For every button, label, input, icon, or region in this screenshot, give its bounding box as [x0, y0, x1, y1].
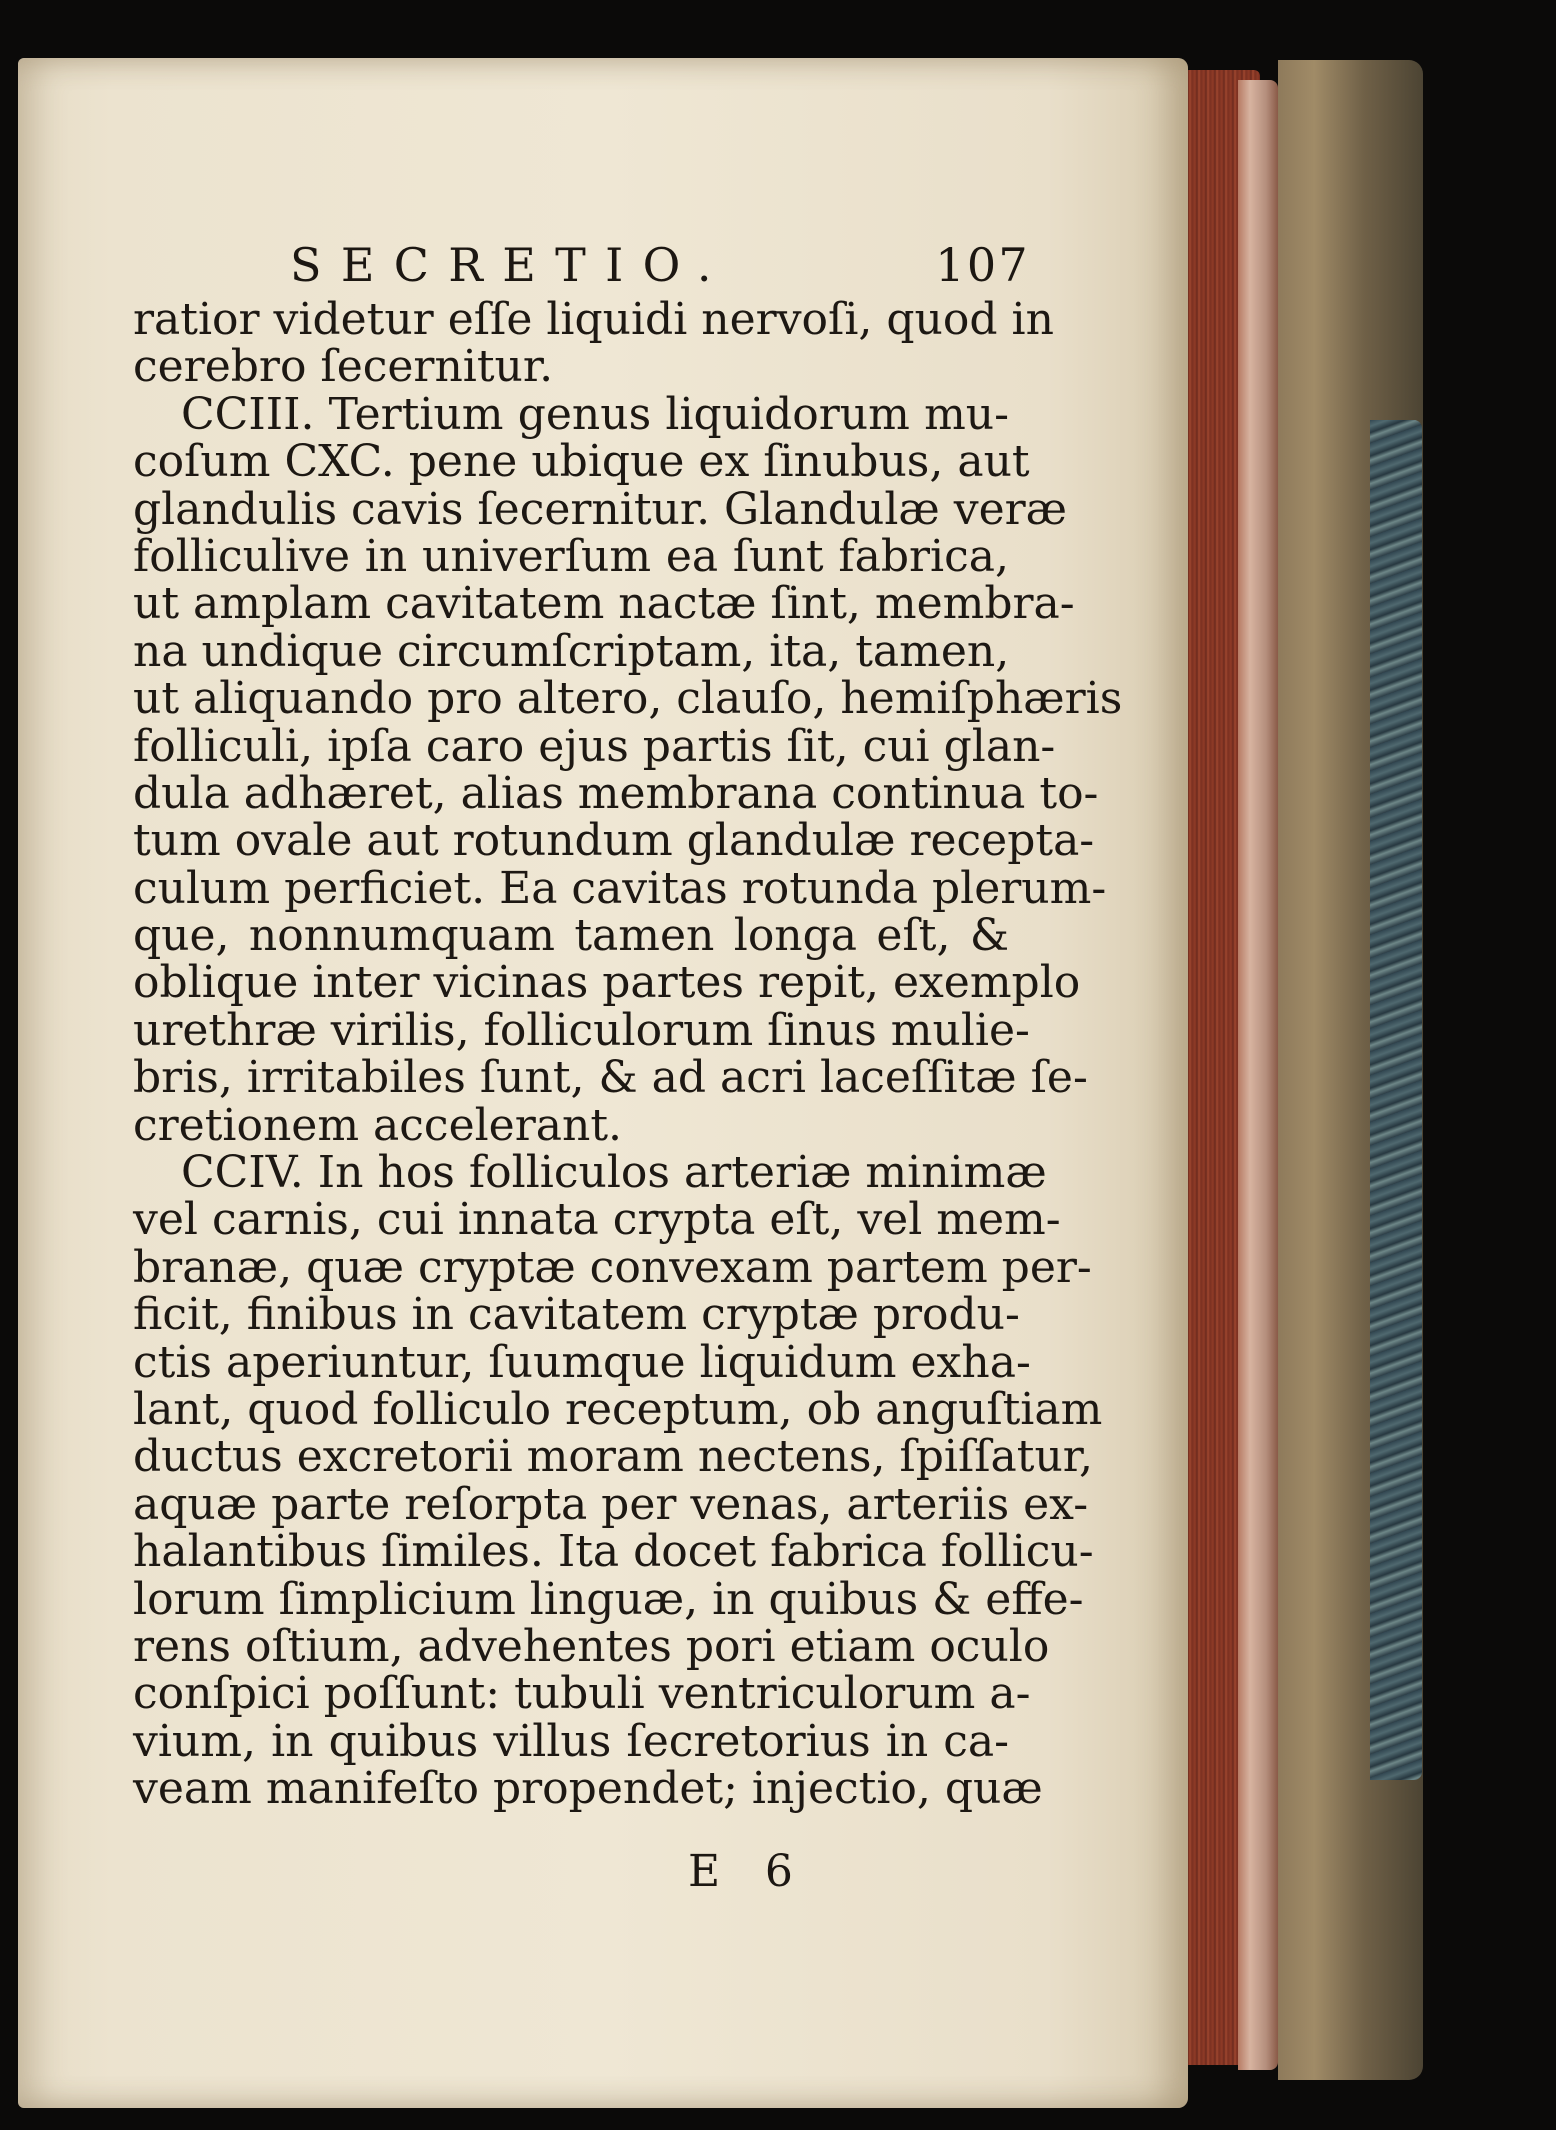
text-line: ut amplam cavitatem nactæ ſint, membra- — [133, 578, 1075, 630]
page-number: 107 — [935, 238, 1030, 292]
page-header — [290, 238, 1030, 298]
text-line: vel carnis, cui innata crypta eſt, vel mem- — [133, 1194, 1061, 1246]
text-line: cerebro ſecernitur. — [133, 341, 554, 393]
text-line: folliculi, ipſa caro ejus partis ſit, cui glan- — [133, 720, 1056, 772]
text-line: coſum CXC. pene ubique ex ſinubus, aut — [133, 436, 1030, 488]
text-line: ficit, finibus in cavitatem cryptæ produ- — [133, 1289, 1020, 1341]
text-line: lant, quod folliculo receptum, ob anguſtiam — [133, 1383, 1103, 1435]
book-page — [18, 58, 1188, 2108]
body-text — [133, 294, 1123, 1815]
text-line: folliculive in univerſum ea ſunt fabrica, — [133, 530, 1009, 582]
text-line: tum ovale aut rotundum glandulæ recepta- — [133, 815, 1095, 867]
text-line: branæ, quæ cryptæ convexam partem per- — [133, 1241, 1092, 1293]
text-line: CCIII. Tertium genus liquidorum mu- — [181, 388, 1009, 440]
running-head: SECRETIO. — [290, 238, 731, 292]
text-line: glandulis cavis ſecernitur. Glandulæ veræ — [133, 483, 1068, 535]
text-line: veam manifeſto propendet; injectio, quæ — [133, 1763, 1043, 1815]
text-line: ut aliquando pro altero, clauſo, hemiſphæris — [133, 673, 1123, 725]
text-line: bris, irritabiles ſunt, & ad acri laceſſitæ ſe- — [133, 1052, 1088, 1104]
text-line: culum perficiet. Ea cavitas rotunda plerum- — [133, 862, 1107, 914]
text-line: dula adhæret, alias membrana continua to- — [133, 767, 1099, 819]
text-line: oblique inter vicinas partes repit, exemplo — [133, 957, 1081, 1009]
text-line: cretionem accelerant. — [133, 1099, 622, 1151]
text-line: ratior videtur eſſe liquidi nervoſi, quod in — [133, 294, 1054, 345]
text-line: halantibus ſimiles. Ita docet fabrica follicu- — [133, 1526, 1094, 1578]
marbled-cover-paper — [1370, 420, 1422, 1780]
text-line: CCIV. In hos folliculos arteriæ minimæ — [181, 1147, 1047, 1199]
text-line: ductus excretorii moram nectens, ſpiſſatur, — [133, 1431, 1093, 1483]
text-line: lorum ſimplicium linguæ, in quibus & effe- — [133, 1573, 1084, 1625]
text-line: conſpici poſſunt: tubuli ventriculorum a- — [133, 1668, 1031, 1720]
text-line: rens oſtium, advehentes pori etiam oculo — [133, 1620, 1050, 1672]
page-edges-light — [1238, 80, 1278, 2070]
text-line: urethræ virilis, folliculorum ſinus mulie- — [133, 1004, 1030, 1056]
text-line: ctis aperiuntur, ſuumque liquidum exha- — [133, 1336, 1031, 1388]
text-line: vium, in quibus villus ſecretorius in ca- — [133, 1715, 1009, 1767]
text-line: na undique circumſcriptam, ita, tamen, — [133, 625, 1010, 677]
signature-mark: E 6 — [688, 1846, 809, 1897]
text-line: que, nonnumquam tamen longa eſt, & — [133, 910, 1009, 962]
text-line: aquæ parte reſorpta per venas, arteriis ex- — [133, 1478, 1089, 1530]
